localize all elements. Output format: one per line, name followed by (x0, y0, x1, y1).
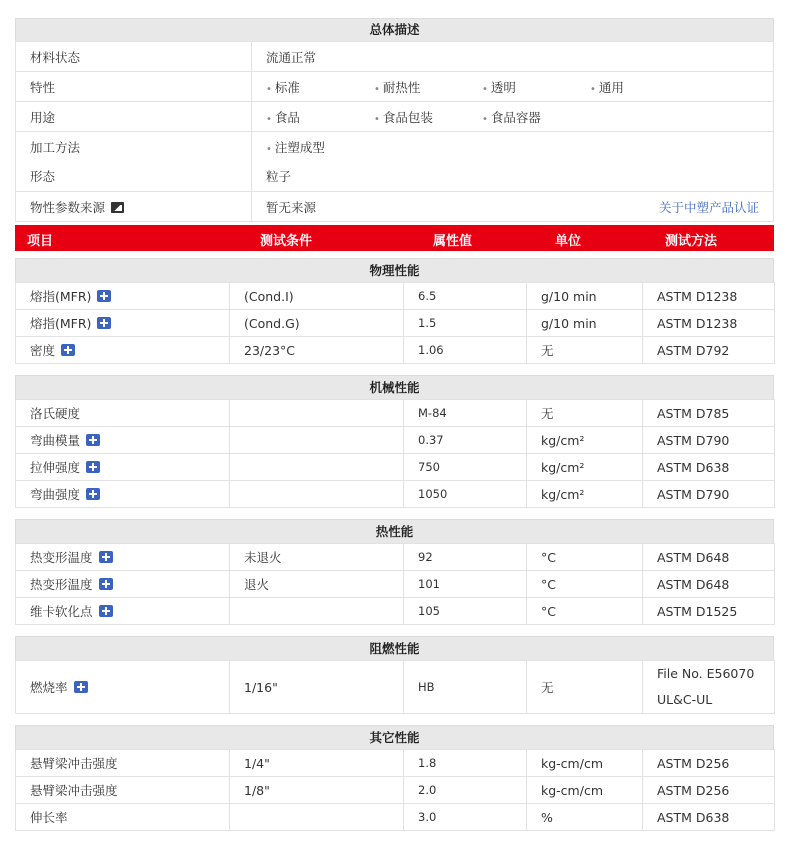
expand-plus-icon[interactable] (74, 681, 88, 693)
test-method: ASTM D790 (643, 427, 775, 454)
property-name-text: 洛氏硬度 (30, 406, 81, 421)
property-name-text: 熔指(MFR) (30, 316, 92, 331)
property-unit: °C (527, 598, 643, 625)
expand-plus-icon[interactable] (99, 551, 113, 563)
test-method: ASTM D648 (643, 571, 775, 598)
section-title-mechanical: 机械性能 (15, 375, 774, 400)
property-unit: % (527, 804, 643, 831)
expand-plus-icon[interactable] (61, 344, 75, 356)
property-value: 1.8 (404, 750, 527, 777)
property-name-text: 弯曲模量 (30, 433, 81, 448)
usage-label: 用途 (16, 102, 252, 132)
test-method: ASTM D256 (643, 750, 775, 777)
property-name (16, 283, 230, 310)
header-item: 项目 (27, 234, 54, 249)
table-row (16, 427, 775, 454)
table-row (16, 544, 775, 571)
property-name-text: 密度 (30, 343, 56, 358)
property-name (16, 571, 230, 598)
property-value: 1.5 (404, 310, 527, 337)
test-condition: (Cond.G) (230, 310, 404, 337)
source-value: 暂无来源 (266, 199, 317, 215)
property-name-text: 悬臂梁冲击强度 (30, 783, 118, 798)
form-value: 粒子 (252, 162, 774, 192)
test-method: ASTM D256 (643, 777, 775, 804)
test-condition: 1/4" (230, 750, 404, 777)
image-icon[interactable] (111, 202, 124, 213)
test-method: ASTM D792 (643, 337, 775, 364)
state-value: 流通正常 (252, 42, 774, 72)
usage-tag[interactable]: • 食品容器 (482, 108, 590, 126)
property-name-text: 维卡软化点 (30, 604, 93, 619)
property-name (16, 544, 230, 571)
processing-tag[interactable]: • 注塑成型 (266, 138, 374, 156)
property-unit: °C (527, 571, 643, 598)
general-row-usage (16, 102, 774, 132)
property-name (16, 598, 230, 625)
property-unit: kg/cm² (527, 454, 643, 481)
expand-plus-icon[interactable] (97, 290, 111, 302)
property-unit: kg-cm/cm (527, 777, 643, 804)
test-condition: 1/16" (230, 661, 404, 714)
general-section-title: 总体描述 (15, 18, 774, 42)
property-name-text: 悬臂梁冲击强度 (30, 756, 118, 771)
expand-plus-icon[interactable] (99, 578, 113, 590)
test-method (643, 661, 775, 714)
property-value: 750 (404, 454, 527, 481)
test-condition (230, 454, 404, 481)
property-unit: 无 (527, 400, 643, 427)
feature-tag[interactable]: • 通用 (590, 78, 698, 96)
property-unit: g/10 min (527, 310, 643, 337)
test-condition (230, 481, 404, 508)
processing-label: 加工方法 (16, 132, 252, 162)
property-value: 3.0 (404, 804, 527, 831)
property-value: M-84 (404, 400, 527, 427)
section-title-flame: 阻燃性能 (15, 636, 774, 661)
property-value: 1050 (404, 481, 527, 508)
features-label: 特性 (16, 72, 252, 102)
form-label: 形态 (16, 162, 252, 192)
table-row (16, 661, 775, 714)
section-title-physical: 物理性能 (15, 258, 774, 283)
property-value: 0.37 (404, 427, 527, 454)
property-name (16, 310, 230, 337)
property-unit: °C (527, 544, 643, 571)
general-row-state (16, 42, 774, 72)
state-label: 材料状态 (16, 42, 252, 72)
test-condition: 未退火 (230, 544, 404, 571)
thermal-table (15, 543, 775, 625)
test-condition: (Cond.I) (230, 283, 404, 310)
property-name (16, 777, 230, 804)
property-unit: 无 (527, 337, 643, 364)
test-method-line: File No. E56070 (657, 666, 755, 681)
expand-plus-icon[interactable] (97, 317, 111, 329)
header-value: 属性值 (433, 234, 473, 249)
test-condition: 退火 (230, 571, 404, 598)
property-name (16, 661, 230, 714)
test-method: ASTM D638 (643, 804, 775, 831)
expand-plus-icon[interactable] (86, 434, 100, 446)
expand-plus-icon[interactable] (86, 461, 100, 473)
property-name (16, 427, 230, 454)
section-title-thermal: 热性能 (15, 519, 774, 544)
feature-tag[interactable]: • 标准 (266, 78, 374, 96)
test-condition (230, 598, 404, 625)
property-name-text: 弯曲强度 (30, 487, 81, 502)
header-condition: 测试条件 (260, 234, 313, 249)
test-condition: 1/8" (230, 777, 404, 804)
table-row (16, 598, 775, 625)
property-unit: g/10 min (527, 283, 643, 310)
table-row (16, 337, 775, 364)
usage-tag[interactable]: • 食品包装 (374, 108, 482, 126)
table-row (16, 571, 775, 598)
property-name-text: 燃烧率 (30, 680, 68, 695)
table-row (16, 750, 775, 777)
general-row-features (16, 72, 774, 102)
mechanical-table (15, 399, 775, 508)
property-name (16, 481, 230, 508)
processing-values (252, 132, 774, 162)
test-method: ASTM D638 (643, 454, 775, 481)
expand-plus-icon[interactable] (86, 488, 100, 500)
property-unit: 无 (527, 661, 643, 714)
property-value: 2.0 (404, 777, 527, 804)
feature-tag[interactable]: • 耐热性 (374, 78, 482, 96)
property-name-text: 伸长率 (30, 810, 68, 825)
property-value: 105 (404, 598, 527, 625)
property-name-text: 熔指(MFR) (30, 289, 92, 304)
features-values (252, 72, 774, 102)
property-table-header (15, 225, 774, 251)
test-method: ASTM D790 (643, 481, 775, 508)
general-row-form (16, 162, 774, 192)
property-value: 6.5 (404, 283, 527, 310)
general-row-source (16, 192, 774, 222)
test-method: ASTM D1238 (643, 310, 775, 337)
section-title-other: 其它性能 (15, 725, 774, 750)
physical-table (15, 282, 775, 364)
property-value: HB (404, 661, 527, 714)
property-name (16, 337, 230, 364)
header-method: 测试方法 (665, 234, 718, 249)
property-value: 101 (404, 571, 527, 598)
property-name-text: 热变形温度 (30, 550, 93, 565)
feature-tag[interactable]: • 透明 (482, 78, 590, 96)
source-label: 物性参数来源 (30, 199, 106, 215)
table-row (16, 777, 775, 804)
other-table (15, 749, 775, 831)
usage-tag[interactable]: • 食品 (266, 108, 374, 126)
property-name-text: 拉伸强度 (30, 460, 81, 475)
flame-table (15, 660, 775, 714)
test-method: ASTM D648 (643, 544, 775, 571)
property-name (16, 750, 230, 777)
property-name-text: 热变形温度 (30, 577, 93, 592)
property-name (16, 804, 230, 831)
test-condition (230, 804, 404, 831)
test-method: ASTM D785 (643, 400, 775, 427)
property-name (16, 454, 230, 481)
property-unit: kg/cm² (527, 427, 643, 454)
property-unit: kg/cm² (527, 481, 643, 508)
table-row (16, 804, 775, 831)
certification-link[interactable]: 关于中塑产品认证 (658, 199, 759, 215)
general-table (15, 41, 774, 222)
test-method-line: UL&C-UL (657, 692, 713, 707)
general-row-processing (16, 132, 774, 162)
property-unit: kg-cm/cm (527, 750, 643, 777)
table-row (16, 400, 775, 427)
test-condition (230, 400, 404, 427)
test-condition (230, 427, 404, 454)
property-value: 92 (404, 544, 527, 571)
test-method: ASTM D1525 (643, 598, 775, 625)
property-value: 1.06 (404, 337, 527, 364)
table-row (16, 283, 775, 310)
source-label-cell (16, 192, 252, 222)
expand-plus-icon[interactable] (99, 605, 113, 617)
table-row (16, 481, 775, 508)
header-unit: 单位 (555, 234, 582, 249)
source-value-cell (252, 192, 774, 222)
usage-values (252, 102, 774, 132)
test-method: ASTM D1238 (643, 283, 775, 310)
property-name (16, 400, 230, 427)
table-row (16, 310, 775, 337)
table-row (16, 454, 775, 481)
test-condition: 23/23°C (230, 337, 404, 364)
